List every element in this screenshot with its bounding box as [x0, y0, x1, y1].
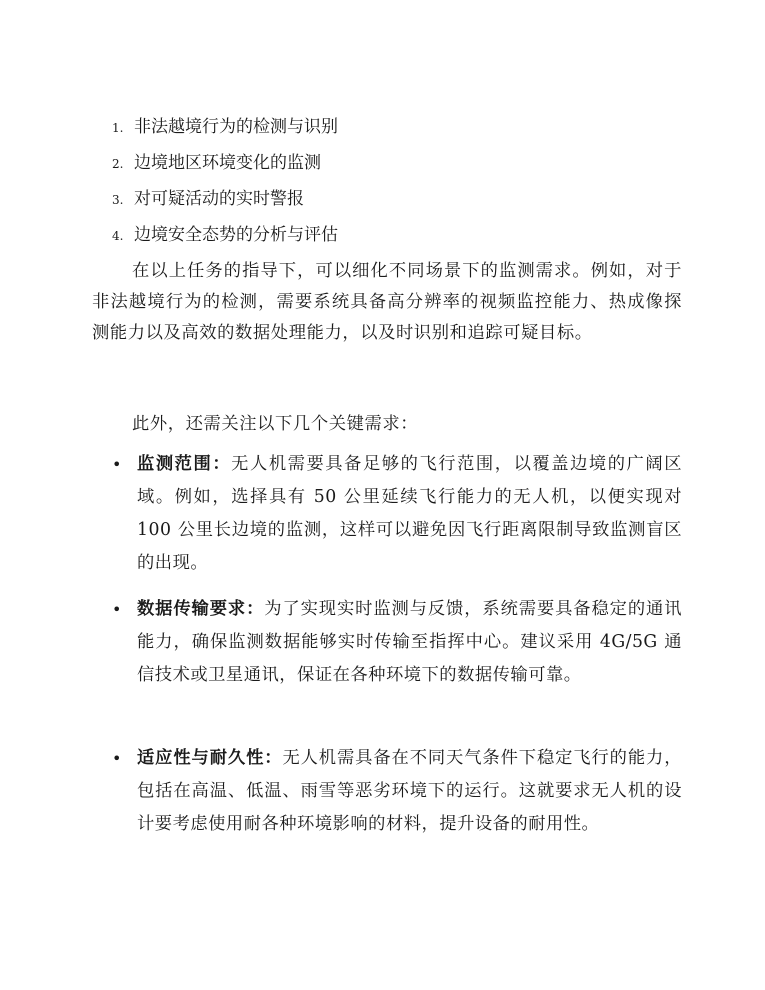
task-numbered-list	[112, 112, 338, 256]
requirement-item-adaptability	[112, 742, 682, 841]
requirement-item-range	[112, 448, 682, 593]
list-item-text: 边境安全态势的分析与评估	[134, 225, 338, 245]
bullet-marker: •	[112, 749, 122, 768]
list-item	[112, 184, 338, 220]
requirement-text: 无人机需具备在不同天气条件下稳定飞行的能力，包括在高温、低温、雨雪等恶劣环境下的运行。这就要求无人机的设计要考虑使用耐各种环境影响的材料，提升设备的耐用性。	[137, 748, 682, 834]
requirement-item-transmission	[112, 593, 682, 742]
requirement-term: 适应性与耐久性：	[137, 748, 283, 768]
list-number: 3.	[112, 193, 124, 207]
bullet-marker: •	[112, 600, 122, 619]
list-item	[112, 112, 338, 148]
requirement-term: 数据传输要求：	[137, 599, 265, 619]
key-requirements-list	[112, 448, 682, 841]
requirement-term: 监测范围：	[137, 454, 232, 474]
list-item-text: 对可疑活动的实时警报	[134, 189, 304, 209]
list-number: 2.	[112, 157, 124, 171]
monitoring-needs-paragraph: 在以上任务的指导下，可以细化不同场景下的监测需求。例如，对于非法越境行为的检测，需要系统具备高分辨率的视频监控能力、热成像探测能力以及高效的数据处理能力，以及时识别和追踪可疑目标。	[92, 261, 682, 343]
requirement-text: 无人机需要具备足够的飞行范围，以覆盖边境的广阔区域。例如，选择具有 50 公里延续飞行能力的无人机，以便实现对 100 公里长边境的监测，这样可以避免因飞行距离限制导致监测盲区的出现。	[137, 454, 682, 573]
list-number: 1.	[112, 121, 124, 135]
key-requirements-intro: 此外，还需关注以下几个关键需求：	[132, 414, 419, 434]
list-item	[112, 148, 338, 184]
bullet-marker: •	[112, 455, 122, 474]
list-item-text: 边境地区环境变化的监测	[134, 153, 321, 173]
list-item	[112, 220, 338, 256]
requirement-text: 为了实现实时监测与反馈，系统需要具备稳定的通讯能力，确保监测数据能够实时传输至指挥中心。建议采用 4G/5G 通信技术或卫星通讯，保证在各种环境下的数据传输可靠。	[137, 599, 682, 685]
list-item-text: 非法越境行为的检测与识别	[134, 117, 338, 137]
list-number: 4.	[112, 229, 124, 243]
